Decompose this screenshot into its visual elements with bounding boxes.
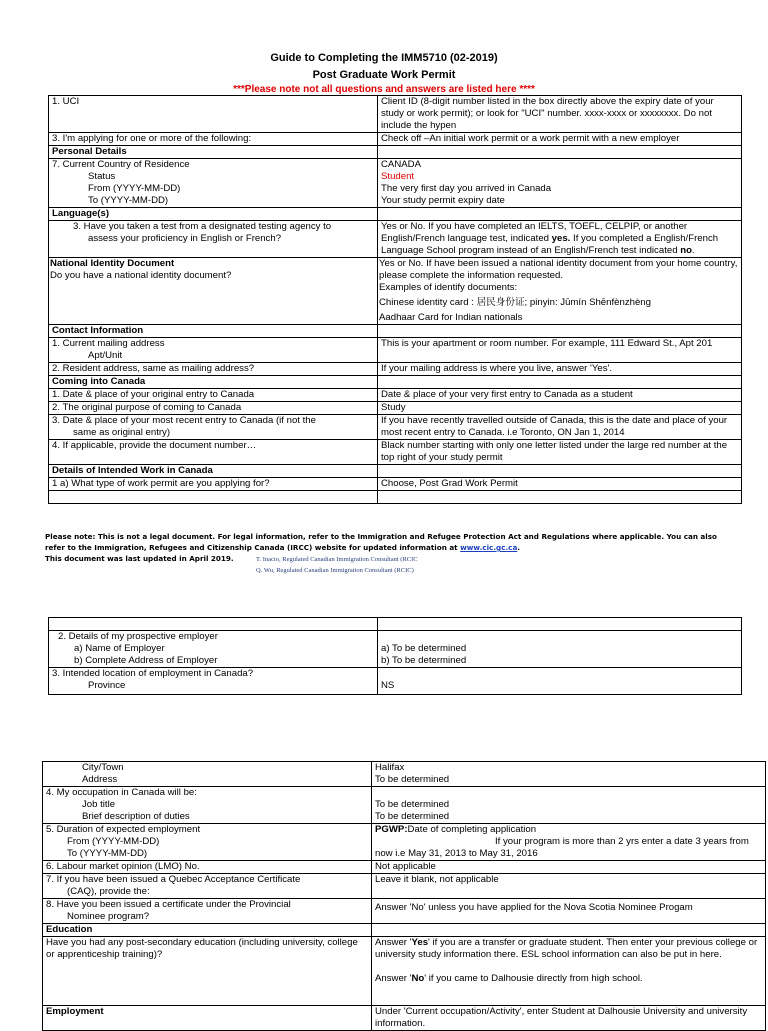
language-answer: Yes or No. If you have completed an IELTS, TOEFL, CELPIP, or another English/French language test, indicated yes. If you completed a English/French Language School program instead of an English/French test indicated no.	[378, 221, 742, 258]
mailing-question: 1. Current mailing address Apt/Unit	[49, 338, 378, 363]
section-coming: Coming into Canada	[49, 376, 378, 389]
occupation-question: 4. My occupation in Canada will be: Job title Brief description of duties	[43, 787, 372, 824]
disclaimer: Please note: This is not a legal document. For legal information, refer to the Immigration and Refugee Protection Act and Regulations where applicable. You can also refer to the Immigration, Refugees and Citizenship Canada (IRCC) website for updated information at www.cic.gc.ca. This document was last updated in April 2019.	[45, 532, 717, 563]
section-employment: Employment	[43, 1006, 372, 1031]
last-updated: This document was last updated in April 2019.	[45, 554, 234, 563]
lmo-answer: Not applicable	[372, 861, 766, 874]
permit-type-question: 1 a) What type of work permit are you applying for?	[49, 478, 378, 491]
location-question: 3. Intended location of employment in Canada? Province	[49, 668, 378, 695]
form-table-1	[48, 95, 742, 504]
status-value: Student	[381, 171, 415, 182]
resident-answer: If your mailing address is where you live, answer 'Yes'.	[378, 363, 742, 376]
pnp-question: 8. Have you been issued a certificate under the Provincial Nominee program?	[43, 899, 372, 924]
page-subtitle: Post Graduate Work Permit	[312, 69, 456, 81]
residence-question: 7. Current Country of Residence Status From (YYYY-MM-DD) To (YYYY-MM-DD)	[49, 159, 378, 208]
employer-answer: a) To be determined b) To be determined	[378, 631, 742, 668]
form-table-3	[42, 761, 766, 1031]
section-education: Education	[43, 924, 372, 937]
rcic-signature-2: Q. Wu, Regulated Canadian Immigration Consultant (RCIC)	[256, 567, 414, 574]
nid-answer: Yes or No. If have been issued a national identity document from your home country, please complete the information requested. Examples of identify documents: Chinese identity card : 居民身份证; pinyin: Jūmín Shēnfènzhèng Aadhaar Card for Indian nationals	[378, 258, 742, 325]
city-question: City/Town Address	[43, 762, 372, 787]
purpose-question: 2. The original purpose of coming to Canada	[49, 402, 378, 415]
rcic-signature-1: T. Inacio, Regulated Canadian Immigration Consultant (RCIC	[256, 556, 418, 563]
purpose-answer: Study	[378, 402, 742, 415]
section-work: Details of Intended Work in Canada	[49, 465, 378, 478]
page-title: Guide to Completing the IMM5710 (02-2019)	[270, 52, 498, 64]
occupation-answer: To be determined To be determined	[372, 787, 766, 824]
language-question: 3. Have you taken a test from a designated testing agency to assess your proficiency in English or French?	[49, 221, 378, 258]
uci-question: 1. UCI	[49, 96, 378, 133]
permit-type-answer: Choose, Post Grad Work Permit	[378, 478, 742, 491]
city-answer: Halifax To be determined	[372, 762, 766, 787]
uci-answer: Client ID (8-digit number listed in the box directly above the expiry date of your study or work permit); or look for "UCI" number. xxxx-xxxx or xxxxxxxx. Do not include the hypen	[378, 96, 742, 133]
apply-question: 3. I'm applying for one or more of the following:	[49, 133, 378, 146]
recent-question: 3. Date & place of your most recent entry to Canada (if not the same as original entry)	[49, 415, 378, 440]
document-answer: Black number starting with only one letter listed under the large red number at the top right of your study permit	[378, 440, 742, 465]
section-languages: Language(s)	[49, 208, 378, 221]
document-question: 4. If applicable, provide the document number…	[49, 440, 378, 465]
resident-question: 2. Resident address, same as mailing address?	[49, 363, 378, 376]
education-question: Have you had any post-secondary education (including university, college or apprenticeship training)?	[43, 937, 372, 1006]
employment-answer: Under 'Current occupation/Activity', enter Student at Dalhousie University and university information.	[372, 1006, 766, 1031]
caq-question: 7. If you have been issued a Quebec Acceptance Certificate (CAQ), provide the:	[43, 874, 372, 899]
section-contact: Contact Information	[49, 325, 378, 338]
section-personal-details: Personal Details	[49, 146, 378, 159]
duration-answer: PGWP:Date of completing application If your program is more than 2 yrs enter a date 3 years from now i.e May 31, 2013 to May 31, 2016	[372, 824, 766, 861]
cic-link[interactable]: www.cic.gc.ca	[460, 543, 518, 552]
entry-answer: Date & place of your very first entry to Canada as a student	[378, 389, 742, 402]
form-table-2	[48, 617, 742, 695]
employer-question: 2. Details of my prospective employer a) Name of Employer b) Complete Address of Employer	[49, 631, 378, 668]
duration-question: 5. Duration of expected employment From (YYYY-MM-DD) To (YYYY-MM-DD)	[43, 824, 372, 861]
caq-answer: Leave it blank, not applicable	[372, 874, 766, 899]
pnp-answer: Answer 'No' unless you have applied for the Nova Scotia Nominee Progam	[372, 899, 766, 924]
mailing-answer: This is your apartment or room number. For example, 111 Edward St., Apt 201	[378, 338, 742, 363]
education-answer: Answer 'Yes' if you are a transfer or graduate student. Then enter your previous college or university study information there. ESL school information can also be put in here. Answer 'No' if you came to Dalhousie directly from high school.	[372, 937, 766, 1006]
apply-answer: Check off –An initial work permit or a work permit with a new employer	[378, 133, 742, 146]
location-answer: NS	[378, 668, 742, 695]
recent-answer: If you have recently travelled outside of Canada, this is the date and place of your most recent entry to Canada. i.e Toronto, ON Jan 1, 2014	[378, 415, 742, 440]
warning-note: ***Please note not all questions and answers are listed here ****	[233, 84, 535, 95]
nid-question: National Identity Document Do you have a national identity document?	[49, 258, 378, 325]
residence-answer: CANADA Student The very first day you arrived in Canada Your study permit expiry date	[378, 159, 742, 208]
entry-question: 1. Date & place of your original entry to Canada	[49, 389, 378, 402]
lmo-question: 6. Labour market opinion (LMO) No.	[43, 861, 372, 874]
